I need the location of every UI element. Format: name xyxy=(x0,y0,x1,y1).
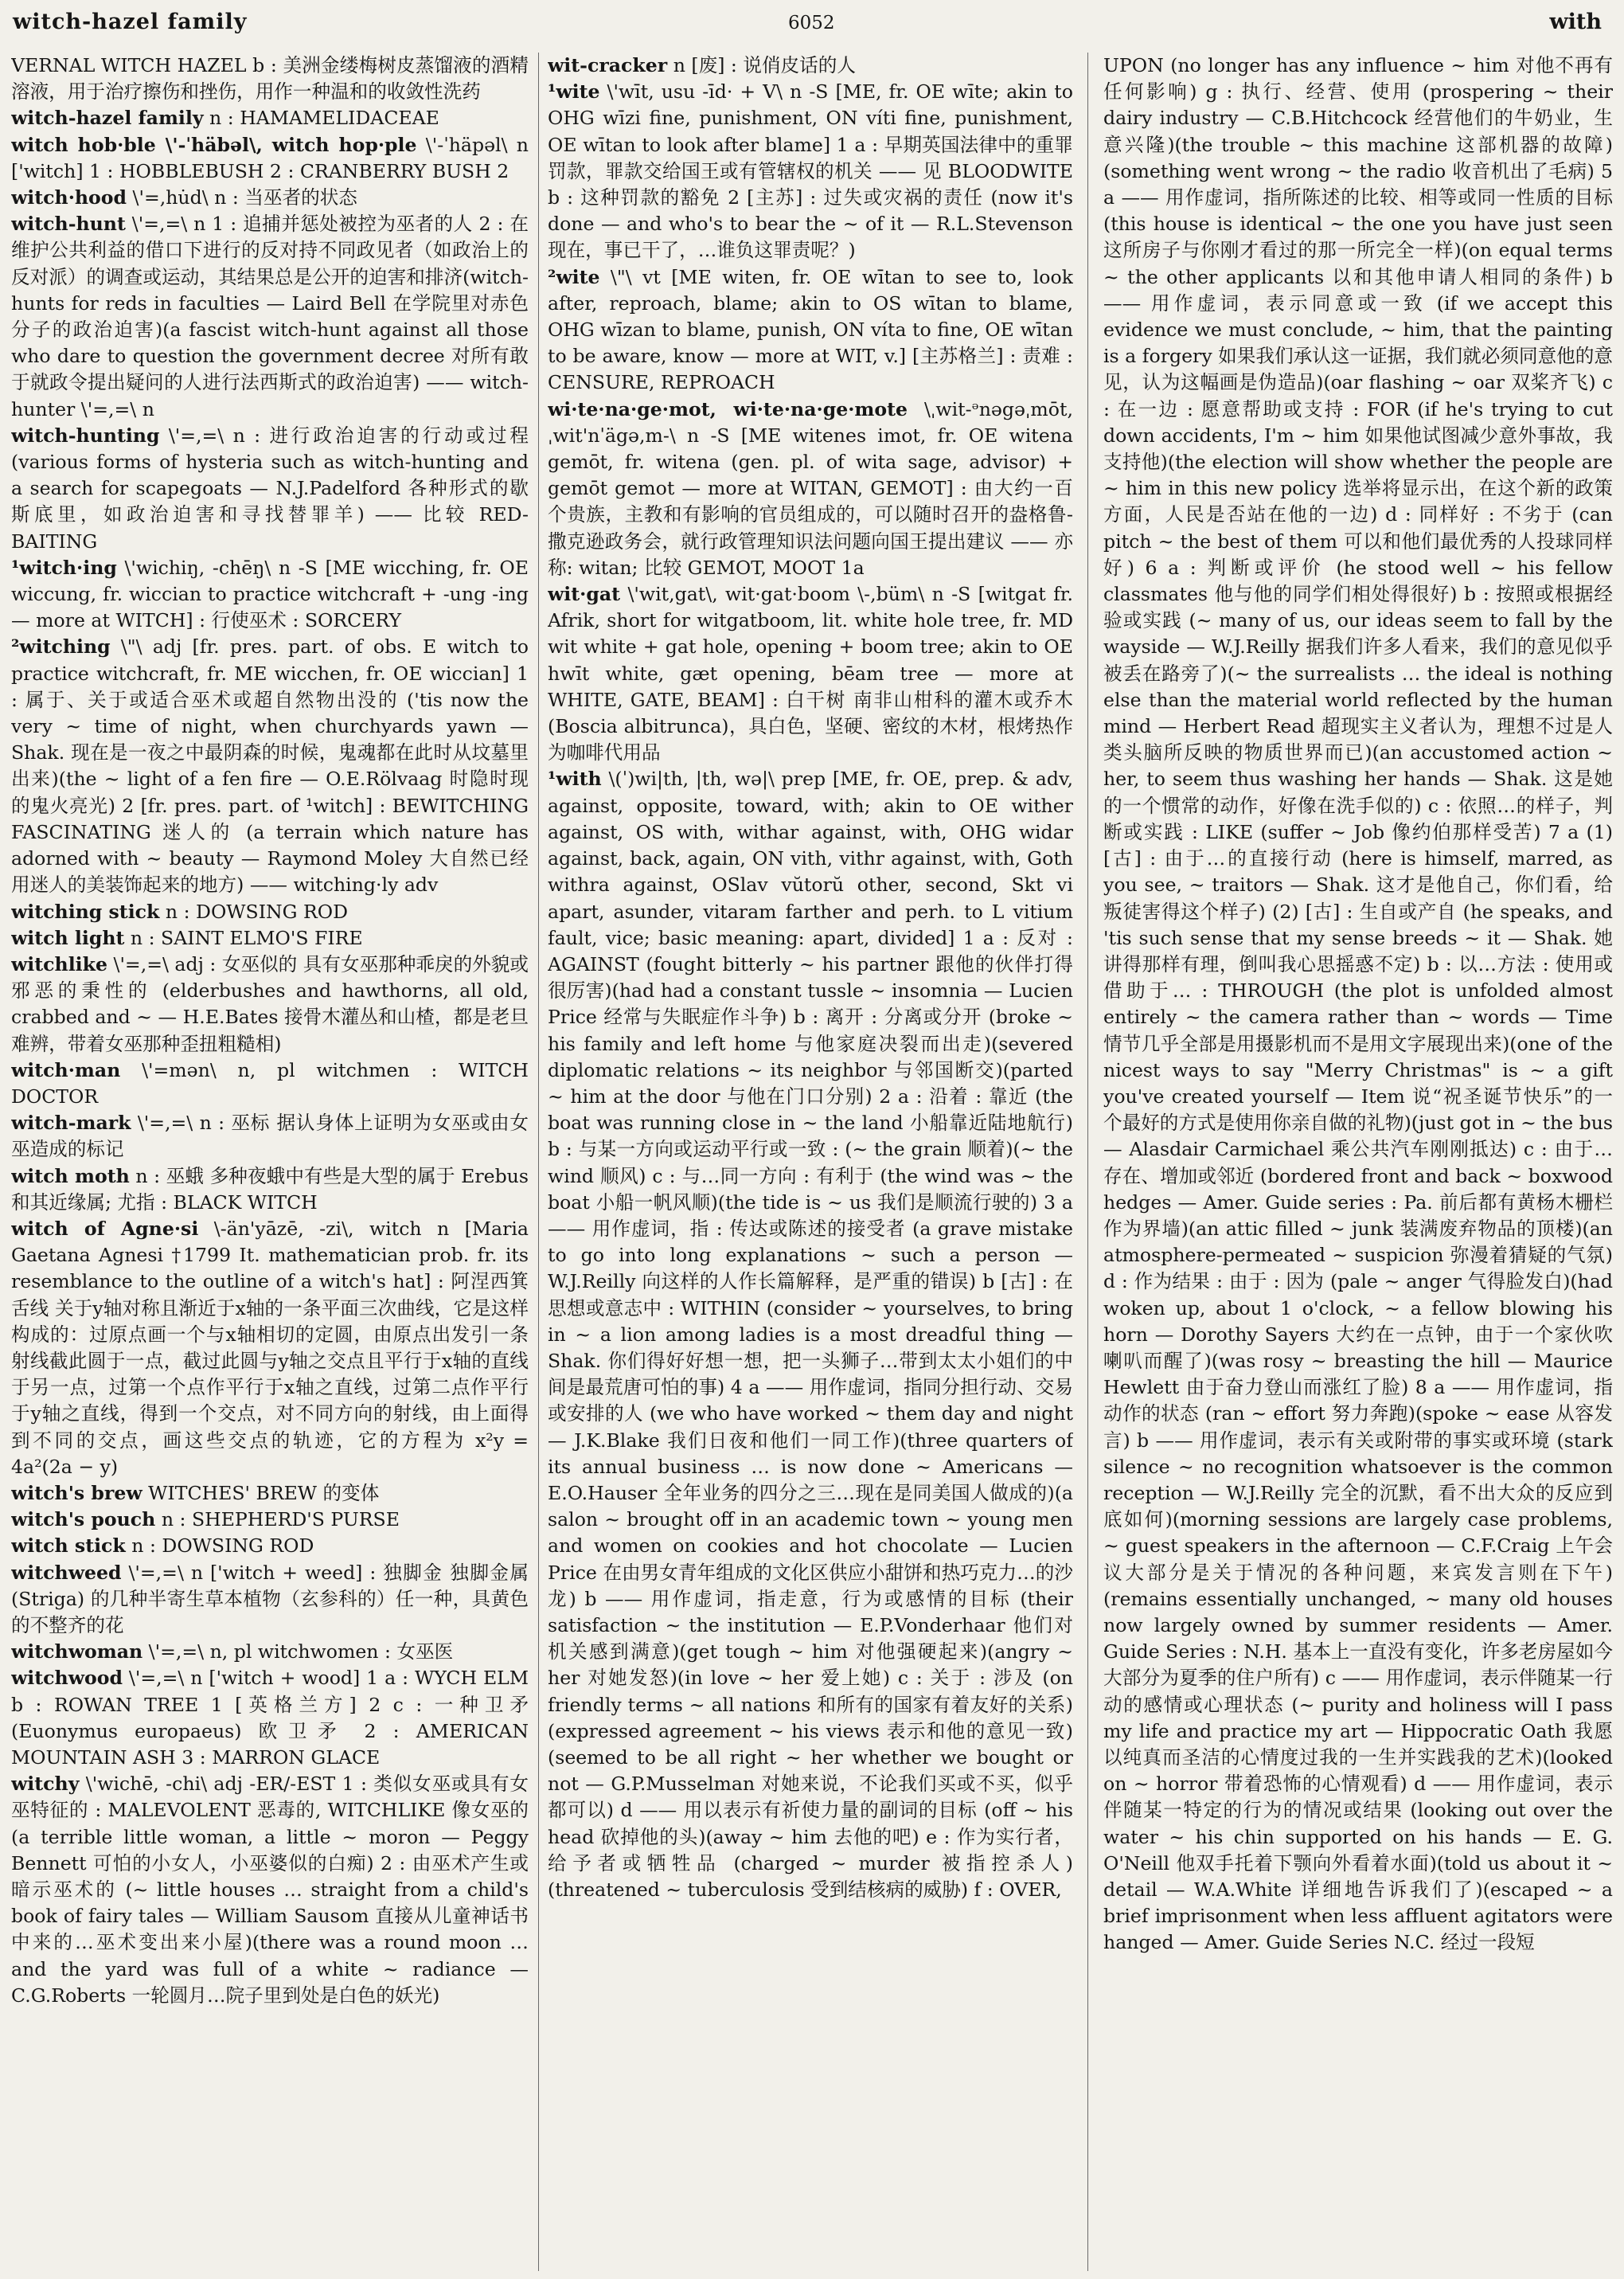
entry-headword: ¹witch·ing xyxy=(11,556,117,579)
entry-definition: \'=,=\ n ['witch + weed] : 独脚金 独脚金属 (Striga) 的几种半寄生草本植物（玄参科的）任一种，具黄色的不整齐的花 xyxy=(11,1561,529,1636)
entry-definition: \'=,=\ n : 进行政治迫害的行动或过程 (various forms of hysteria such as witch-hunting and a search for scapegoats — N.J.Padelford 各种形式的歇斯底里，如政治迫害和寻找替罪羊) —— 比较 RED-BAITING xyxy=(11,424,529,553)
entry-headword: witch-hunt xyxy=(11,213,126,236)
entry-headword: witchlike xyxy=(11,952,107,975)
dictionary-entry xyxy=(11,132,529,185)
entry-definition: \'-ˈhäpəl\ n ['witch] 1 : HOBBLEBUSH 2 : CRANBERRY BUSH 2 xyxy=(11,133,529,182)
dictionary-entry xyxy=(548,79,1073,264)
entry-headword: witch's pouch xyxy=(11,1508,156,1531)
entry-headword: witchwoman xyxy=(11,1640,143,1663)
dictionary-entry xyxy=(11,1110,529,1163)
entry-headword: witch-hazel family xyxy=(11,107,204,130)
entry-definition: \'=,=\ n : 巫标 据认身体上证明为女巫或由女巫造成的标记 xyxy=(11,1112,529,1161)
dictionary-entry xyxy=(11,899,529,925)
entry-headword: ²wite xyxy=(548,265,600,288)
entry-definition: \'wit,gat\, wit·gat·boom \-,büm\ n -S [witgat fr. Afrik, short for witgatboom, lit. white hole tree, fr. MD wit white + gat hole, opening + boom tree; akin to OE hwīt white, gæt opening, bēam tree — more at WHITE, GATE, BEAM] : 白干树 南非山柑科的灌木或乔木 (Boscia albitrunca)，具白色，坚硬、密纹的木材，根烤热作为咖啡代用品 xyxy=(548,583,1073,764)
entry-headword: witchwood xyxy=(11,1667,123,1690)
dictionary-entry xyxy=(11,1216,529,1480)
entry-headword: ¹wite xyxy=(548,80,600,104)
entry-definition: \ˌwit-ᵊnəgəˌmōt, ˌwit'nˈägə,m-\ n -S [ME witenes imot, fr. OE witena gemōt, fr. witena (gen. pl. of wita sage, advisor) + gemōt gemot — more at WITAN, GEMOT] : 由大约一百个贵族，主教和有影响的官员组成的，可以随时召开的盎格鲁-撒克逊政务会，就行政管理知识法问题向国王提出建议 —— 亦称: witan; 比较 GEMOT, MOOT 1a xyxy=(548,397,1073,579)
dictionary-entry xyxy=(548,264,1073,397)
entry-definition: \'=mən\ n, pl witchmen : WITCH DOCTOR xyxy=(11,1058,529,1108)
entry-definition: \'=,=\ n, pl witchwomen : 女巫医 xyxy=(142,1640,454,1663)
entry-definition: \"\ vt [ME witen, fr. OE wītan to see to, look after, reproach, blame; akin to OS wītan to blame, OHG wīzan to blame, punish, ON víta to fine, OE wītan to be aware, know — more at WIT, v.] [主苏格兰] : 责难 : CENSURE, REPROACH xyxy=(548,265,1073,394)
dictionary-entry xyxy=(11,1639,529,1665)
entry-headword: ²witching xyxy=(11,635,111,659)
dictionary-entry xyxy=(548,766,1073,1903)
dictionary-entry xyxy=(11,53,529,105)
entry-definition: n : DOWSING ROD xyxy=(125,1534,314,1558)
entry-definition: \'wīt, usu -īd· + V\ n -S [ME, fr. OE wīte; akin to OHG wīzi fine, punishment, ON víti fine, punishment, OE wītan to look after blame] 1 a : 早期英国法律中的重罪罚款，罪款交给国王或有管辖权的机关 —— 见 BLOODWITE b : 这种罚款的豁免 2 [主苏] : 过失或灾祸的责任 (now it's done — and who's to bear the ~ of it — R.L.Stevenson 现在，事已干了，…谁负这罪责呢？) xyxy=(548,80,1073,262)
entry-definition: \'wichiŋ, -chēŋ\ n -S [ME wicching, fr. OE wiccung, fr. wiccian to practice witchcraft + -ung -ing — more at WITCH] : 行使巫术 : SORCERY xyxy=(11,556,529,632)
dictionary-entry xyxy=(11,1057,529,1110)
dictionary-entry xyxy=(548,581,1073,766)
entry-definition: n : SHEPHERD'S PURSE xyxy=(155,1508,400,1531)
entry-headword: witch-hunting xyxy=(11,424,160,447)
dictionary-entry xyxy=(11,1771,529,2009)
entry-headword: witch·hood xyxy=(11,186,127,209)
dictionary-entry xyxy=(11,1560,529,1640)
column-divider xyxy=(538,53,539,2271)
dictionary-entry xyxy=(11,423,529,555)
entry-definition: n : DOWSING ROD xyxy=(159,900,349,923)
dictionary-entry xyxy=(11,185,529,211)
entry-headword: wi·te·na·ge·mot, wi·te·na·ge·mote xyxy=(548,397,908,420)
entry-definition: \(ˈ)wi|th, |th, wə|\ prep [ME, fr. OE, prep. & adv, against, opposite, toward, with; akin to OE wither against, OS with, withar against, with, OHG widar against, back, again, ON vith, vithr against, with, Goth withra against, OSlav vŭtorŭ other, second, Skt vi apart, asunder, vitaram farther and perh. to L vitium fault, vice; basic meaning: apart, divided] 1 a : 反对 : AGAINST (fought bitterly ~ his partner 跟他的伙伴打得很厉害)(had had a constant tussle ~ insomnia — Lucien Price 经常与失眠症作斗争) b : 离开 : 分离或分开 (broke ~ his family and left home 与他家庭决裂而出走)(severed diplomatic relations ~ its neighbor 与邻国断交)(parted ~ him at the door 与他在门口分别) 2 a : 沿着 : 靠近 (the boat was running close in ~ the land 小船靠近陆地航行) b : 与某一方向或运动平行或一致 : (~ the grain 顺着)(~ the wind 顺风) c : 与…同一方向 : 有利于 (the wind was ~ the boat 小船一帆风顺)(the tide is ~ us 我们是顺流行驶的) 3 a —— 用作虚词，指 : 传达或陈述的接受者 (a grave mistake to go into long explanations ~ such a person — W.J.Reilly 向这样的人作长篇解释，是严重的错误) b [古] : 在思想或意志中 : WITHIN (consider ~ yourselves, to bring in ~ a lion among ladies is a most dreadful thing — Shak. 你们得好好想一想，把一头狮子…带到太太小姐们的中间是最荒唐可怕的事) 4 a —— 用作虚词，指同分担行动、交易或安排的人 (we who have worked ~ them day and night — J.K.Blake 我们日夜和他们一同工作)(three quarters of its annual business … is now done ~ Americans — E.O.Hauser 全年业务的四分之三…现在是同美国人做成的)(a salon ~ brought off in an academic town ~ young men and women on cookies and hot chocolate — Lucien Price 在由男女青年组成的文化区供应小甜饼和热巧克力…的沙龙) b —— 用作虚词，指走意，行为或感情的目标 (their satisfaction ~ the institution — E.P.Vonderhaar 他们对机关感到满意)(get tough ~ him 对他强硬起来)(angry ~ her 对她发怒)(in love ~ her 爱上她) c : 关于 : 涉及 (on friendly terms ~ all nations 和所有的国家有着友好的关系)(expressed agreement ~ his views 表示和他的意见一致)(seemed to be all right ~ her whether we bought or not — G.P.Musselman 对她来说，不论我们买或不买，似乎都可以) d —— 用以表示有祈使力量的副词的目标 (off ~ his head 砍掉他的头)(away ~ him 去他的吧) e : 作为实行者，给予者或牺牲品 (charged ~ murder 被指控杀人)(threatened ~ tuberculosis 受到结核病的威胁) f : OVER, xyxy=(548,768,1073,1902)
guide-word-right: with xyxy=(1549,10,1602,34)
entry-headword: witchy xyxy=(11,1773,80,1796)
column-divider xyxy=(1087,53,1088,2271)
entry-headword: witch's brew xyxy=(11,1481,142,1504)
entry-definition: \'=,=\ n 1 : 追捕并惩处被控为巫者的人 2 : 在维护公共利益的借口下进行的反对持不同政见者（如政治上的反对派）的调查或运动，其结果总是公开的迫害和排济(witch-hunts for reds in faculties — Laird Bell 在学院里对赤色分子的政治迫害)(a fascist witch-hunt against all those who dare to question the government decree 对所有敢于就政令提出疑问的人进行法西斯式的政治迫害) —— witch-hunter \'=,=\ n xyxy=(11,213,529,420)
entry-headword: witch moth xyxy=(11,1164,130,1187)
entry-definition: WITCHES' BREW 的变体 xyxy=(142,1481,380,1504)
dictionary-entry xyxy=(11,1163,529,1216)
entry-headword: witch light xyxy=(11,926,125,949)
entry-headword: witchweed xyxy=(11,1561,122,1584)
guide-word-left: witch-hazel family xyxy=(13,10,248,34)
entry-headword: witch hob·ble \'-ˈhäbəl\, witch hop·ple xyxy=(11,133,417,156)
column-1 xyxy=(11,53,529,2271)
dictionary-entry xyxy=(11,555,529,635)
entry-headword: witching stick xyxy=(11,900,160,923)
entry-headword: wit-cracker xyxy=(548,54,668,76)
entry-definition: \-än'yāzē, -zi\, witch n [Maria Gaetana Agnesi †1799 It. mathematician prob. fr. its resemblance to the outline of a witch's hat] : 阿涅西箕舌线 关于y轴对称且渐近于x轴的一条平面三次曲线，它是这样构成的：过原点画一个与x轴相切的定圆，由原点出发引一条射线截此圆于一点，截过此圆与y轴之交点且平行于x轴的直线于另一点，过第一个点作平行于x轴之直线，过第二点作平行于y轴之直线，得到一个交点，对不同方向的射线，由上面得到不同的交点，画这些交点的轨迹，它的方程为 x²y = 4a²(2a − y) xyxy=(11,1217,529,1478)
dictionary-entry xyxy=(11,1533,529,1559)
dictionary-entry xyxy=(11,1480,529,1507)
entry-definition: \'=,=\ adj : 女巫似的 具有女巫那种乖戾的外貌或邪恶的秉性的 (elderbushes and hawthorns, all old, crabbed and ~ — H.E.Bates 接骨木灌丛和山楂，都是老旦难辨，带着女巫那种歪扭粗糙相) xyxy=(11,952,529,1055)
entry-headword: witch·man xyxy=(11,1058,121,1081)
page-header xyxy=(0,8,1624,43)
dictionary-entry xyxy=(548,53,1073,79)
entry-headword: ¹with xyxy=(548,768,602,791)
entry-headword: witch of Agne·si xyxy=(11,1217,199,1240)
entry-definition: n : HAMAMELIDACEAE xyxy=(203,107,439,130)
entry-definition: \'wichē, -chi\ adj -ER/-EST 1 : 类似女巫或具有女巫特征的 : MALEVOLENT 恶毒的, WITCHLIKE 像女巫的 (a terrible little woman, a little ~ moron — Peggy Bennett 可怕的小女人，小巫婆似的白痴) 2 : 由巫术产生或暗示巫术的 (~ little houses … straight from a child's book of fairy tales — William Sausom 直接从儿童神话书中来的…巫术变出来小屋)(there was a round moon … and the yard was full of a white ~ radiance — C.G.Roberts 一轮圆月…院子里到处是白色的妖光) xyxy=(11,1773,529,2007)
dictionary-entry xyxy=(11,1507,529,1533)
entry-headword: witch-mark xyxy=(11,1112,131,1135)
dictionary-entry xyxy=(11,634,529,898)
entry-headword: wit·gat xyxy=(548,583,621,606)
entry-definition: VERNAL WITCH HAZEL b : 美洲金缕梅树皮蒸馏液的酒精溶液，用于治疗擦伤和挫伤，用作一种温和的收敛性洗药 xyxy=(11,54,529,104)
dictionary-entry xyxy=(11,105,529,131)
entry-definition: \"\ adj [fr. pres. part. of obs. E witch to practice witchcraft, fr. ME wicchen, fr. OE wiccian] 1 : 属于、关于或适合巫术或超自然物出没的 ('tis now the very ~ time of night, when churchyards yawn — Shak. 现在是一夜之中最阴森的时候，鬼魂都在此时从坟墓里出来)(the ~ light of a fen fire — O.E.Rölvaag 时隐时现的鬼火亮光) 2 [fr. pres. part. of ¹witch] : BEWITCHING FASCINATING 迷人的 (a terrain which nature has adorned with ~ beauty — Raymond Moley 大自然已经用迷人的美装饰起来的地方) —— witching·ly adv xyxy=(11,635,529,897)
entry-definition: n : SAINT ELMO'S FIRE xyxy=(124,926,363,949)
dictionary-entry xyxy=(1103,53,1613,1956)
dictionary-entry xyxy=(11,925,529,952)
entry-definition: UPON (no longer has any influence ~ him 对他不再有任何影响) g : 执行、经营、使用 (prospering ~ their dairy industry — C.B.Hitchcock 经营他们的牛奶业，生意兴隆)(the trouble ~ this machine 这部机器的故障)(something went wrong ~ the radio 收音机出了毛病) 5 a —— 用作虚词，指所陈述的比较、相等或同一性质的目标 (this house is identical ~ the one you have just seen 这所房子与你刚才看过的那一所完全一样)(on equal terms ~ the other applicants 以和其他申请人相同的条件) b —— 用作虚词，表示同意或一致 (if we accept this evidence we must conclude, ~ him, that the painting is a forgery 如果我们承认这一证据，我们就必须同意他的意见，认为这幅画是伪造品)(oar flashing ~ oar 双桨齐飞) c : 在一边 : 愿意帮助或支持 : FOR (if he's trying to cut down accidents, I'm ~ him 如果他试图减少意外事故，我支持他)(the election will show whether the people are ~ him in this new policy 选举将显示出，在这个新的政策方面，人民是否站在他的一边) d : 同样好 : 不劣于 (can pitch ~ the best of them 可以和他们最优秀的人投球同样好) 6 a : 判断或评价 (he stood well ~ his fellow classmates 他与他的同学们相处得很好) b : 按照或根据经验或实践 (~ many of us, our ideas seem to fall by the wayside — W.J.Reilly 据我们许多人看来，我们的意见似乎被丢在路旁了)(~ the surrealists … the ideal is nothing else than the material world reflected by the human mind — Herbert Read 超现实主义者认为，理想不过是人类头脑所反映的物质世界而已)(an accustomed action ~ her, to seem thus washing her hands — Shak. 这是她的一个惯常的动作，好像在洗手似的) c : 依照…的样子，判断或实践 : LIKE (suffer ~ Job 像约伯那样受苦) 7 a (1) [古] : 由于…的直接行动 (here is himself, marred, as you see, ~ traitors — Shak. 这才是他自己，你们看，给叛徒害得这个样子) (2) [古] : 生自或产自 (he speaks, and 'tis such sense that my sense breeds ~ it — Shak. 她讲得那样有理，倒叫我心思摇惑不定) b : 以…方法 : 使用或借助于… : THROUGH (the plot is unfolded almost entirely ~ the camera rather than ~ words — Time 情节几乎全部是用摄影机而不是用文字展现出来)(one of the nicest ways to say "Merry Christmas" is ~ a gift you've created yourself — Item 说“祝圣诞节快乐”的一个最好的方式是使用你亲自做的礼物)(just got in ~ the bus — Alasdair Carmichael 乘公共汽车刚刚抵达) c : 由于…存在、增加或邻近 (bordered front and back ~ boxwood hedges — Amer. Guide series : Pa. 前后都有黄杨木栅栏作为界墙)(an attic filled ~ junk 装满废弃物品的顶楼)(an atmosphere-permeated ~ suspicion 弥漫着猜疑的气氛) d : 作为结果 : 由于 : 因为 (pale ~ anger 气得脸发白)(had woken up, about 1 o'clock, ~ a fellow blowing his horn — Dorothy Sayers 大约在一点钟，由于一个家伙吹喇叭而醒了)(was rosy ~ breasting the hill — Maurice Hewlett 由于奋力登山而涨红了脸) 8 a —— 用作虚词，指动作的状态 (ran ~ effort 努力奔跑)(spoke ~ ease 从容发言) b —— 用作虚词，表示有关或附带的事实或环境 (stark silence ~ no recognition whatsoever is the common reception — W.J.Reilly 完全的沉默，看不出大众的反应到底如何)(morning sessions are largely case problems, ~ guest speakers in the afternoon — C.F.Craig 上午会议大部分是关于情况的各种问题，来宾发言则在下午)(remains essentially unchanged, ~ many old houses now largely owned by summer residents — Amer. Guide Series : N.H. 基本上一直没有变化，许多老房屋如今大部分为夏季的住户所有) c —— 用作虚词，表示伴随某一行动的感情或心理状态 (~ purity and holiness will I pass my life and practice my art — Hippocratic Oath 我愿以纯真而圣洁的心情度过我的一生并实践我的艺术)(looked on ~ horror 带着恐怖的心情观看) d —— 用作虚词，表示伴随某一特定的行为的情况或结果 (looking out over the water ~ his chin supported on his hands — E. G. O'Neill 他双手托着下颚向外看着水面)(told us about it ~ detail — W.A.White 详细地告诉我们了)(escaped ~ a brief imprisonment when less affluent agitators were hanged — Amer. Guide Series N.C. 经过一段短 xyxy=(1103,54,1613,1954)
entry-definition: n [废] : 说俏皮话的人 xyxy=(667,54,856,76)
entry-headword: witch stick xyxy=(11,1534,126,1558)
dictionary-entry xyxy=(11,1665,529,1771)
entry-definition: \'=,=\ n ['witch + wood] 1 a : WYCH ELM b : ROWAN TREE 1 [英格兰方] 2 c : 一种卫矛 (Euonymus europaeus) 欧卫矛 2 : AMERICAN MOUNTAIN ASH 3 : MARRON GLACE xyxy=(11,1667,529,1769)
entry-definition: n : 巫蛾 多种夜蛾中有些是大型的属于 Erebus 和其近缘属; 尤指 : BLACK WITCH xyxy=(11,1164,529,1214)
entry-definition: \'=,hu̇d\ n : 当巫者的状态 xyxy=(127,186,357,209)
column-3 xyxy=(1103,53,1613,2271)
dictionary-entry xyxy=(11,211,529,423)
dictionary-entry xyxy=(548,397,1073,581)
dictionary-entry xyxy=(11,952,529,1057)
column-2 xyxy=(548,53,1073,2271)
page-number: 6052 xyxy=(788,13,835,33)
